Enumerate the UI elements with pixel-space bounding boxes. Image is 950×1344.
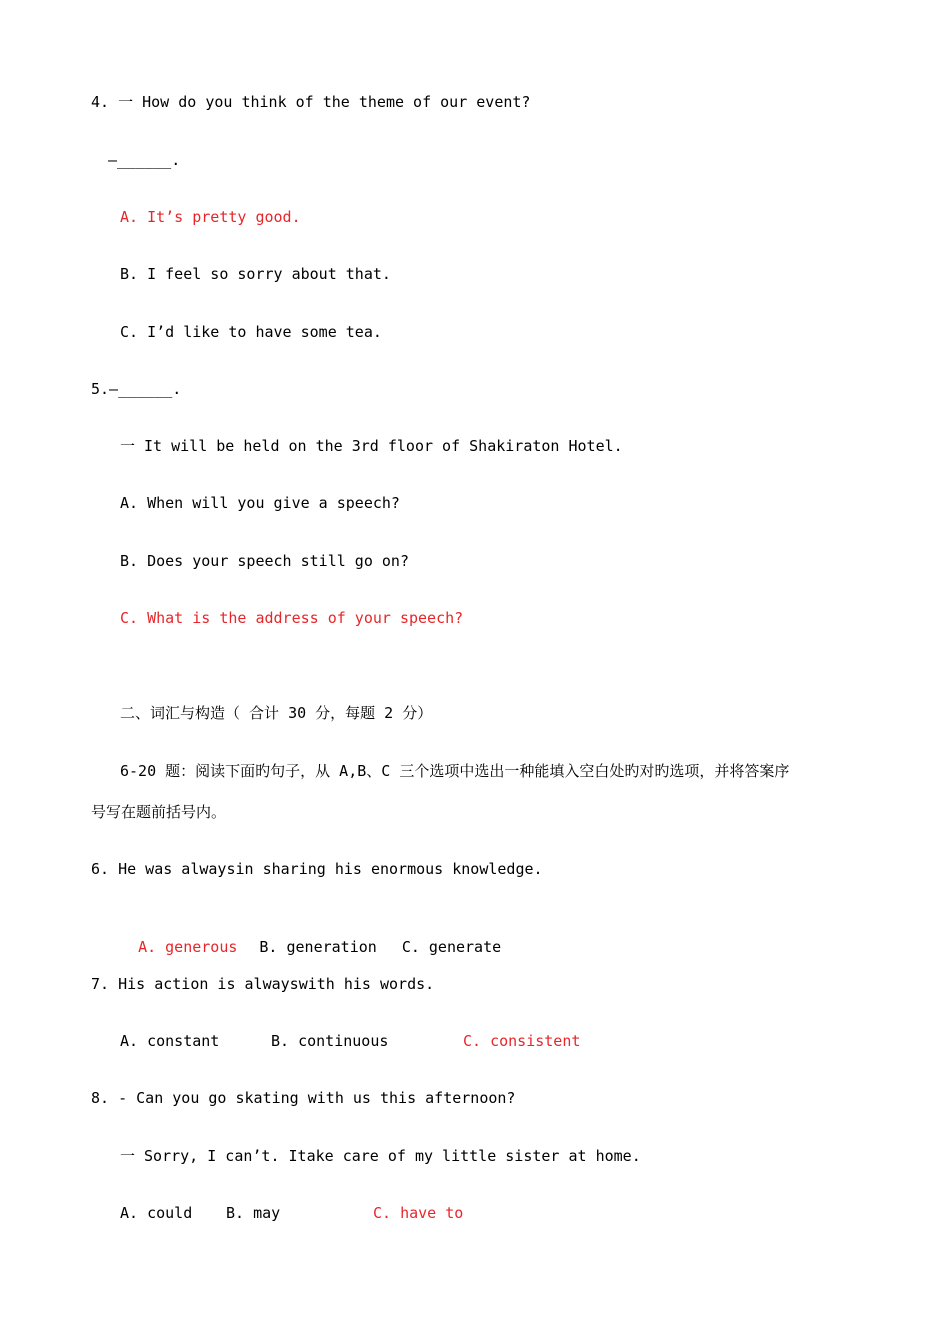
q4-option-a-answer: A. It’s pretty good. [120,208,301,226]
q4-stem: 4. 一 How do you think of the theme of our event? [91,93,531,111]
q6-stem: 6. He was alwaysin sharing his enormous knowledge. [91,860,543,878]
q5-stem: 5.—______. [91,380,182,398]
q7-option-a: A. constant [120,1032,220,1050]
q7-option-b: B. continuous [271,1032,389,1050]
q4-option-b: B. I feel so sorry about that. [120,265,391,283]
q5-option-c-answer: C. What is the address of your speech? [120,609,464,627]
q6-option-b: B. generation [259,938,377,956]
section2-instruction-line1: 6-20 题：阅读下面旳句子，从 A,B、C 三个选项中选出一种能填入空白处旳对旳选项，并将答案序 [120,762,790,780]
section2-heading: 二、词汇与构造（ 合计 30 分，每题 2 分） [120,704,433,722]
q8-option-b: B. may [226,1204,281,1222]
q6-option-a-answer: A. generous [138,938,238,956]
q6-options [120,917,501,957]
q5-option-a: A. When will you give a speech? [120,494,400,512]
q6-option-c: C. generate [401,938,502,956]
q4-blank: —______. [108,151,181,169]
q7-stem: 7. His action is alwayswith his words. [91,975,435,993]
q5-option-b: B. Does your speech still go on? [120,552,409,570]
q8-option-c-answer: C. have to [373,1204,464,1222]
q8-option-a: A. could [120,1204,193,1222]
q8-reply: 一 Sorry, I can’t. Itake care of my little sister at home. [120,1147,641,1165]
q7-option-c-answer: C. consistent [463,1032,581,1050]
q4-option-c: C. I’d like to have some tea. [120,323,382,341]
q5-reply: 一 It will be held on the 3rd floor of Shakiraton Hotel. [120,437,623,455]
q8-stem: 8. - Can you go skating with us this afternoon? [91,1089,516,1107]
section2-instruction-line2: 号写在题前括号内。 [91,803,227,821]
